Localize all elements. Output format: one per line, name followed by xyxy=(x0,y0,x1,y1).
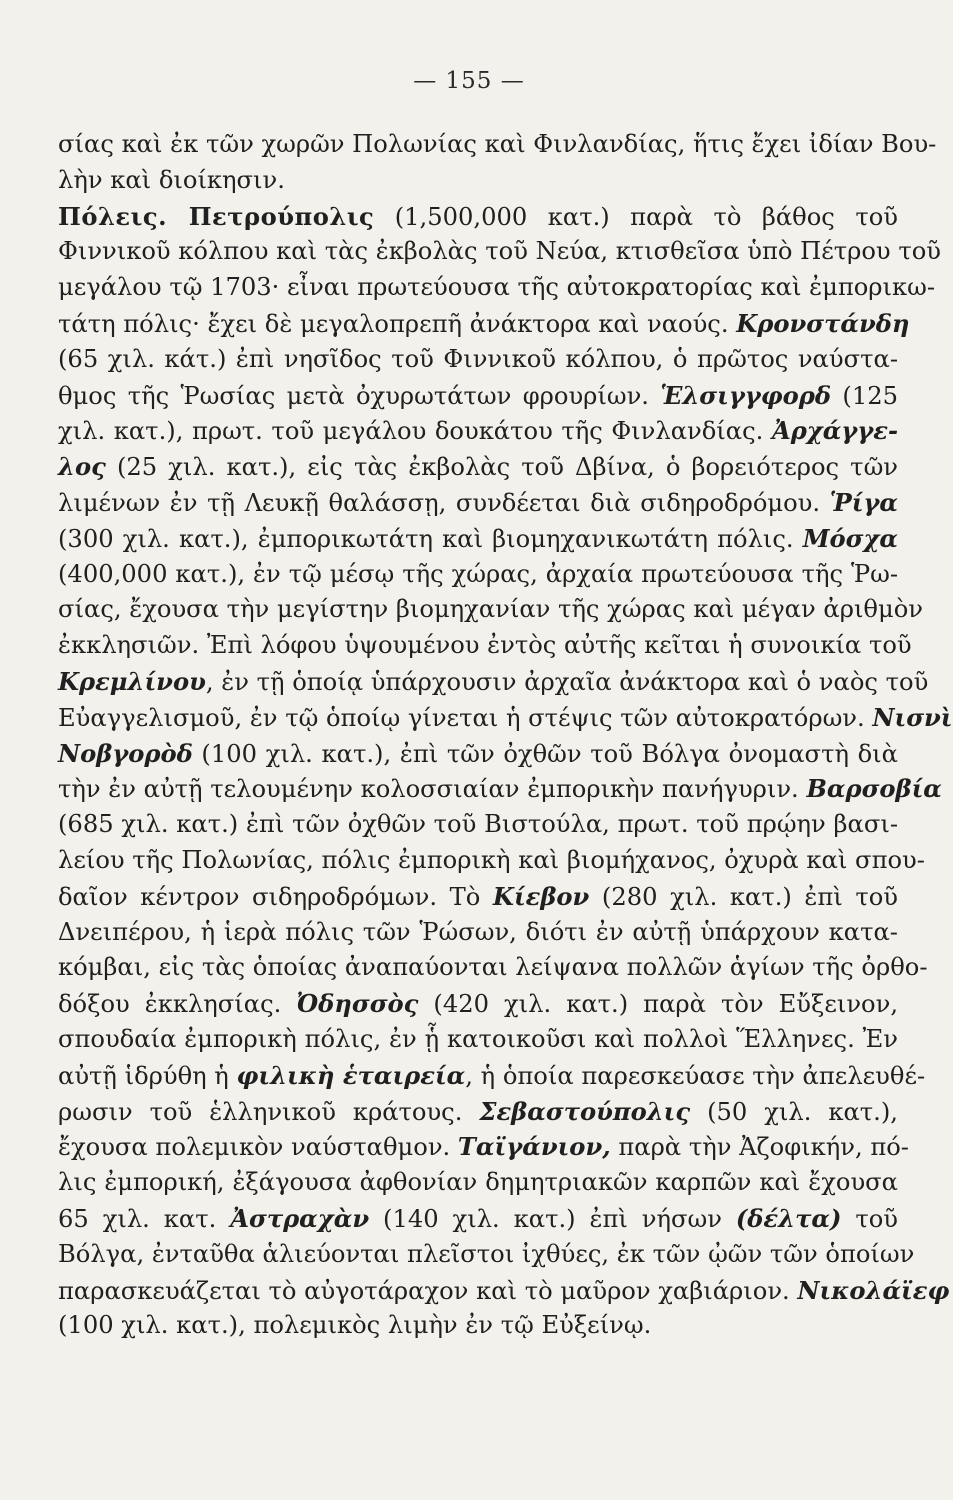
text-run: (1,500,000 κατ.) παρὰ τὸ βάθος τοῦ xyxy=(374,202,898,231)
emphasized-term: Μόσχα xyxy=(802,523,898,553)
emphasized-term: Νισνὶ xyxy=(872,702,953,732)
emphasized-term: Ῥίγα xyxy=(829,487,898,517)
emphasized-term: Κρεμλίνου xyxy=(58,666,206,696)
text-line xyxy=(58,1094,898,1130)
emphasized-term: Σεβαστούπολις xyxy=(479,1096,691,1126)
text-line xyxy=(58,1165,898,1201)
text-run: σίας, ἔχουσα τὴν μεγίστην βιομηχανίαν τῆς χώρας καὶ μέγαν ἀριθμὸν xyxy=(58,595,923,624)
text-line xyxy=(58,879,898,915)
text-run: (125 xyxy=(831,381,898,410)
emphasized-term: Νοβγορὸδ xyxy=(58,738,193,768)
emphasized-term: (δέλτα) xyxy=(735,1203,842,1233)
emphasized-term: Πόλεις. Πετρούπολις xyxy=(58,201,375,231)
text-line xyxy=(58,1308,898,1344)
emphasized-term: Ἀστραχὰν xyxy=(230,1203,370,1233)
text-run: Φιννικοῦ κόλπου καὶ τὰς ἐκβολὰς τοῦ Νεύα, κτισθεῖσα ὑπὸ Πέτρου τοῦ xyxy=(58,237,941,266)
text-run: παρὰ τὴν Ἀζοφικήν, πό- xyxy=(610,1133,909,1162)
text-line xyxy=(58,485,898,521)
text-run: , ἐν τῇ ὁποίᾳ ὑπάρχουσιν ἀρχαῖα ἀνάκτορα καὶ ὁ ναὸς τοῦ xyxy=(205,667,929,696)
page-number: — 155 — xyxy=(413,68,525,94)
text-line xyxy=(58,700,953,736)
text-line xyxy=(58,127,937,163)
text-run: λιμένων ἐν τῇ Λευκῇ θαλάσσῃ, συνδέεται διὰ σιδηροδρόμου. xyxy=(58,488,830,517)
text-line xyxy=(58,199,898,235)
text-run: λις ἐμπορική, ἐξάγουσα ἀφθονίαν δημητριακῶν καρπῶν καὶ ἔχουσα xyxy=(58,1168,898,1197)
text-run: παρασκευάζεται τὸ αὐγοτάραχον καὶ τὸ μαῦρον χαβιάριον. xyxy=(58,1276,798,1305)
text-run: κόμβαι, εἰς τὰς ὁποίας ἀναπαύονται λείψανα πολλῶν ἁγίων τῆς ὀρθο- xyxy=(58,953,928,982)
text-run: Βόλγα, ἐνταῦθα ἁλιεύονται πλεῖστοι ἰχθύες, ἐκ τῶν ᾠῶν τῶν ὁποίων xyxy=(58,1239,915,1268)
text-line xyxy=(58,1022,898,1058)
text-run: (100 χιλ. κατ.), πολεμικὸς λιμὴν ἐν τῷ Εὐξείνῳ. xyxy=(58,1311,652,1340)
text-line xyxy=(58,1273,950,1309)
text-line xyxy=(58,1129,909,1165)
text-run: αὐτῇ ἱδρύθη ἡ xyxy=(58,1061,237,1090)
text-line xyxy=(58,306,910,342)
text-line xyxy=(58,807,898,843)
page-body-text xyxy=(58,127,953,1344)
emphasized-term: Ταϊγάνιον, xyxy=(457,1132,611,1162)
emphasized-term: φιλικὴ ἑταιρεία xyxy=(236,1060,466,1090)
text-run: (300 χιλ. κατ.), ἐμπορικωτάτη καὶ βιομηχανικωτάτη πόλις. xyxy=(58,524,803,553)
text-run: (25 χιλ. κατ.), εἰς τὰς ἐκβολὰς τοῦ Δβίνα, ὁ βορειότερος τῶν xyxy=(105,453,898,482)
text-run: (420 χιλ. κατ.) παρὰ τὸν Εὔξεινον, xyxy=(418,990,899,1019)
emphasized-term: Νικολάϊεφ xyxy=(797,1275,950,1305)
text-run: σπουδαία ἐμπορικὴ πόλις, ἐν ᾗ κατοικοῦσι καὶ πολλοὶ Ἕλληνες. Ἐν xyxy=(58,1024,898,1053)
text-run: ἔχουσα πολεμικὸν ναύσταθμον. xyxy=(58,1133,458,1162)
text-run: (140 χιλ. κατ.) ἐπὶ νήσων xyxy=(369,1204,736,1233)
text-run: χιλ. κατ.), πρωτ. τοῦ μεγάλου δουκάτου τῆς Φινλανδίας. xyxy=(58,417,772,446)
emphasized-term: Κίεβον xyxy=(492,881,590,911)
text-line xyxy=(58,628,912,664)
text-line xyxy=(58,378,898,414)
text-run: λὴν καὶ διοίκησιν. xyxy=(58,165,285,194)
text-run: λείου τῆς Πολωνίας, πόλις ἐμπορικὴ καὶ βιομήχανος, ὀχυρὰ καὶ σπου- xyxy=(58,845,925,874)
text-run: , ἡ ὁποία παρεσκεύασε τὴν ἀπελευθέ- xyxy=(465,1061,926,1090)
text-run: (50 χιλ. κατ.), xyxy=(690,1097,898,1126)
text-line xyxy=(58,521,898,557)
text-line xyxy=(58,449,898,485)
text-line xyxy=(58,843,925,879)
text-run: σίας καὶ ἐκ τῶν χωρῶν Πολωνίας καὶ Φινλανδίας, ἥτις ἔχει ἰδίαν Βου- xyxy=(58,130,937,158)
emphasized-term: Ὀδησσὸς xyxy=(296,989,419,1019)
emphasized-term: Ἑλσιγγφορδ xyxy=(660,380,832,410)
text-line xyxy=(58,664,929,700)
text-line xyxy=(58,1237,915,1273)
emphasized-term: Κρονστάνδη xyxy=(736,308,910,338)
emphasized-term: λος xyxy=(58,452,106,482)
text-line xyxy=(58,736,898,772)
text-run: (65 χιλ. κάτ.) ἐπὶ νησῖδος τοῦ Φιννικοῦ κόλπου, ὁ πρῶτος ναύστα- xyxy=(58,344,898,373)
emphasized-term: Ἀρχάγγε- xyxy=(771,416,898,446)
text-run: ρωσιν τοῦ ἑλληνικοῦ κράτους. xyxy=(58,1097,480,1126)
text-run: Δνειπέρου, ἡ ἱερὰ πόλις τῶν Ῥώσων, διότι ἐν αὐτῇ ὑπάρχουν κατα- xyxy=(58,917,898,946)
emphasized-term: Βαρσοβία xyxy=(806,774,942,804)
text-run: μεγάλου τῷ 1703· εἶναι πρωτεύουσα τῆς αὐτοκρατορίας καὶ ἐμπορικω- xyxy=(58,273,935,302)
text-line xyxy=(58,234,941,270)
text-line xyxy=(58,592,923,628)
text-run: (400,000 κατ.), ἐν τῷ μέσῳ τῆς χώρας, ἀρχαία πρωτεύουσα τῆς Ῥω- xyxy=(58,559,898,588)
text-run: Εὐαγγελισμοῦ, ἐν τῷ ὁποίῳ γίνεται ἡ στέψις τῶν αὐτοκρατόρων. xyxy=(58,703,873,732)
text-line xyxy=(58,986,898,1022)
text-line xyxy=(58,950,928,986)
text-line xyxy=(58,342,898,378)
text-line xyxy=(58,270,935,306)
text-line xyxy=(58,771,942,807)
text-line xyxy=(58,413,898,449)
text-line xyxy=(58,915,898,951)
text-run: θμος τῆς Ῥωσίας μετὰ ὀχυρωτάτων φρουρίων. xyxy=(58,381,661,410)
text-line xyxy=(58,163,898,199)
text-run: τάτη πόλις· ἔχει δὲ μεγαλοπρεπῆ ἀνάκτορα καὶ ναούς. xyxy=(58,309,737,338)
text-line xyxy=(58,1058,926,1094)
text-run: (280 χιλ. κατ.) ἐπὶ τοῦ xyxy=(589,882,898,911)
text-run: τὴν ἐν αὐτῇ τελουμένην κολοσσιαίαν ἐμπορικὴν πανήγυριν. xyxy=(58,775,807,804)
text-run: (100 χιλ. κατ.), ἐπὶ τῶν ὀχθῶν τοῦ Βόλγα ὀνομαστὴ διὰ xyxy=(192,739,898,768)
text-run: τοῦ xyxy=(841,1204,898,1233)
text-run: ἐκκλησιῶν. Ἐπὶ λόφου ὑψουμένου ἐντὸς αὐτῆς κεῖται ἡ συνοικία τοῦ xyxy=(58,631,912,660)
text-line xyxy=(58,557,898,593)
text-run: δόξου ἐκκλησίας. xyxy=(58,990,297,1019)
text-run: δαῖον κέντρον σιδηροδρόμων. Τὸ xyxy=(58,882,493,911)
text-line xyxy=(58,1201,898,1237)
text-run: (685 χιλ. κατ.) ἐπὶ τῶν ὀχθῶν τοῦ Βιστούλα, πρωτ. τοῦ πρῴην βασι- xyxy=(58,810,898,839)
text-run: 65 χιλ. κατ. xyxy=(58,1204,231,1233)
